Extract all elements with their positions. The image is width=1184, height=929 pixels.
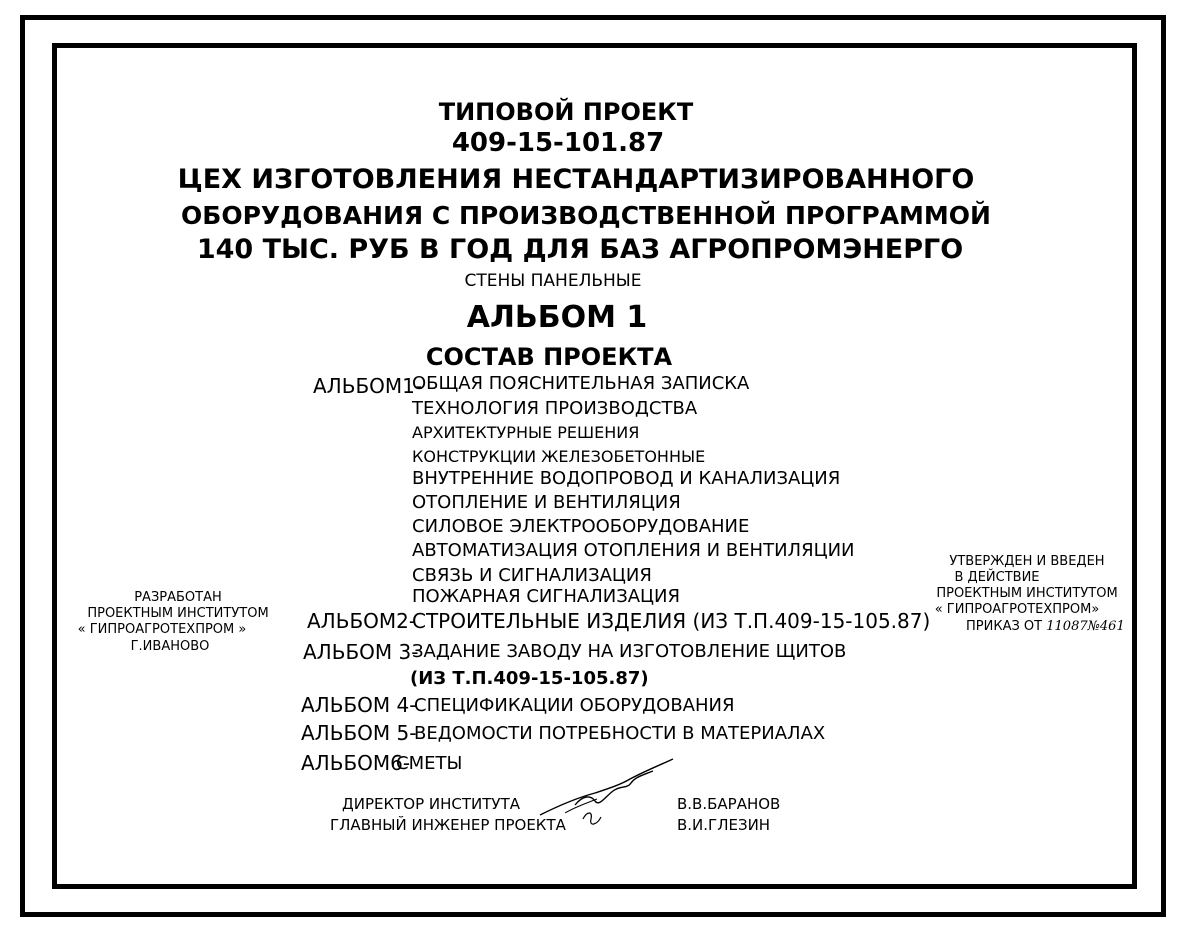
list-item: ОБЩАЯ ПОЯСНИТЕЛЬНАЯ ЗАПИСКА <box>412 373 750 394</box>
album-5-text: ВЕДОМОСТИ ПОТРЕБНОСТИ В МАТЕРИАЛАХ <box>414 723 826 744</box>
list-item: ПОЖАРНАЯ СИГНАЛИЗАЦИЯ <box>412 586 680 607</box>
list-item: СИЛОВОЕ ЭЛЕКТРООБОРУДОВАНИЕ <box>412 516 750 537</box>
album-2-text: СТРОИТЕЛЬНЫЕ ИЗДЕЛИЯ (ИЗ Т.П.409-15-105.87) <box>412 609 931 633</box>
album-heading: АЛЬБОМ 1 <box>466 300 648 335</box>
approval-line-4: « ГИПРОАГРОТЕХПРОМ» <box>934 602 1100 617</box>
signature-role-2: ГЛАВНЫЙ ИНЖЕНЕР ПРОЕКТА <box>330 816 566 834</box>
approval-line-2: В ДЕЙСТВИЕ <box>954 570 1040 585</box>
album-2-label: АЛЬБОМ2- <box>307 609 417 633</box>
signature-role-1: ДИРЕКТОР ИНСТИТУТА <box>342 795 520 813</box>
subtitle: СТЕНЫ ПАНЕЛЬНЫЕ <box>464 271 642 291</box>
signature-name-2: В.И.ГЛЕЗИН <box>677 816 771 834</box>
title-line-2: ОБОРУДОВАНИЯ С ПРОИЗВОДСТВЕННОЙ ПРОГРАММОЙ <box>181 201 991 230</box>
project-type: ТИПОВОЙ ПРОЕКТ <box>438 98 694 126</box>
list-item: ТЕХНОЛОГИЯ ПРОИЗВОДСТВА <box>412 398 698 419</box>
approval-line-3: ПРОЕКТНЫМ ИНСТИТУТОМ <box>936 586 1118 601</box>
album-3-text: ЗАДАНИЕ ЗАВОДУ НА ИЗГОТОВЛЕНИЕ ЩИТОВ <box>412 641 847 662</box>
list-item: ОТОПЛЕНИЕ И ВЕНТИЛЯЦИЯ <box>412 492 681 513</box>
approval-order <box>966 620 1125 633</box>
album-6-label: АЛЬБОМ6- <box>301 751 411 775</box>
handwritten-signature <box>535 755 680 835</box>
approval-order-prefix: ПРИКАЗ ОТ <box>966 619 1043 634</box>
project-number: 409-15-101.87 <box>451 128 665 158</box>
approval-line-1: УТВЕРЖДЕН И ВВЕДЕН <box>949 554 1105 569</box>
title-line-1: ЦЕХ ИЗГОТОВЛЕНИЯ НЕСТАНДАРТИЗИРОВАННОГО <box>177 164 975 195</box>
developer-line-2: ПРОЕКТНЫМ ИНСТИТУТОМ <box>87 606 269 621</box>
list-item: СВЯЗЬ И СИГНАЛИЗАЦИЯ <box>412 565 652 586</box>
album-1-label: АЛЬБОМ1- <box>313 374 423 398</box>
developer-line-3: « ГИПРОАГРОТЕХПРОМ » <box>77 622 247 637</box>
list-item: АРХИТЕКТУРНЫЕ РЕШЕНИЯ <box>412 423 640 442</box>
developer-line-4: Г.ИВАНОВО <box>130 639 210 654</box>
section-heading: СОСТАВ ПРОЕКТА <box>425 343 673 371</box>
list-item: АВТОМАТИЗАЦИЯ ОТОПЛЕНИЯ И ВЕНТИЛЯЦИИ <box>412 540 855 561</box>
signature-name-1: В.В.БАРАНОВ <box>677 795 781 813</box>
album-4-label: АЛЬБОМ 4- <box>301 693 417 717</box>
developer-line-1: РАЗРАБОТАН <box>134 590 222 605</box>
album-3-label: АЛЬБОМ 3- <box>303 640 419 664</box>
album-3-note: (ИЗ Т.П.409-15-105.87) <box>410 668 649 689</box>
album-4-text: СПЕЦИФИКАЦИИ ОБОРУДОВАНИЯ <box>414 695 735 716</box>
approval-order-handwritten: 11087№461 <box>1046 619 1125 634</box>
list-item: КОНСТРУКЦИИ ЖЕЛЕЗОБЕТОННЫЕ <box>412 447 706 466</box>
list-item: ВНУТРЕННИЕ ВОДОПРОВОД И КАНАЛИЗАЦИЯ <box>412 468 841 489</box>
album-6-text: СМЕТЫ <box>396 753 463 774</box>
album-5-label: АЛЬБОМ 5- <box>301 721 417 745</box>
title-line-3: 140 ТЫС. РУБ В ГОД ДЛЯ БАЗ АГРОПРОМЭНЕРГО <box>196 234 964 265</box>
